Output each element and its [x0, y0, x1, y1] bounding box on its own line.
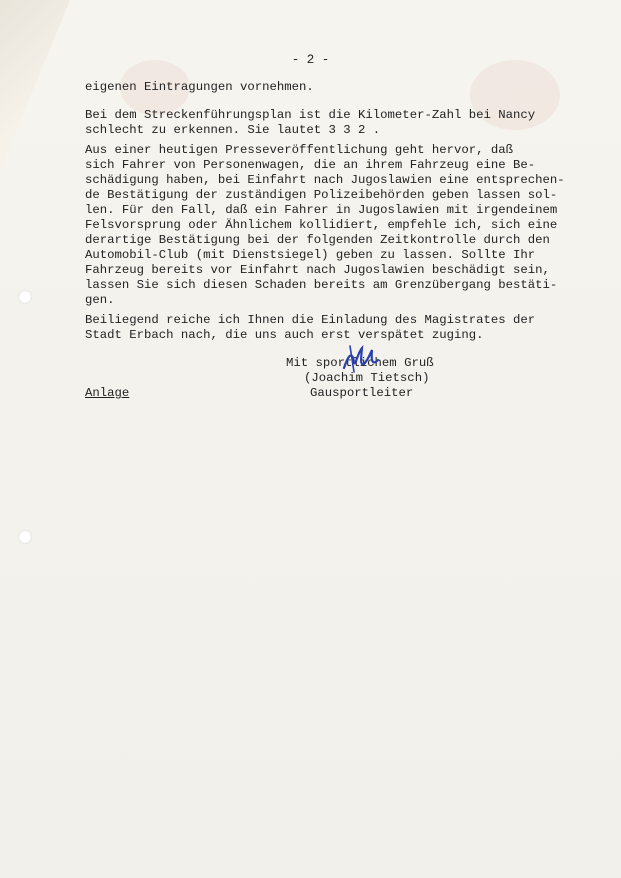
- text-line: Fahrzeug bereits vor Einfahrt nach Jugoslawien beschädigt sein,: [85, 263, 550, 277]
- text-line: Aus einer heutigen Presseveröffentlichung geht hervor, daß: [85, 143, 514, 157]
- text-line: schlecht zu erkennen. Sie lautet 3 3 2 .: [85, 123, 381, 137]
- page-number: - 2 -: [291, 53, 330, 67]
- punch-hole-top: [18, 290, 32, 304]
- text-line: Automobil-Club (mit Dienstsiegel) geben zu lassen. Sollte Ihr: [85, 248, 536, 262]
- text-line: Beiliegend reiche ich Ihnen die Einladung des Magistrates der: [85, 313, 536, 327]
- text-line: de Bestätigung der zuständigen Polizeibehörden geben lassen sol-: [85, 188, 558, 202]
- text-line: sich Fahrer von Personenwagen, die an ihrem Fahrzeug eine Be-: [85, 158, 536, 172]
- text-line: Bei dem Streckenführungsplan ist die Kilometer-Zahl bei Nancy: [85, 108, 536, 122]
- text-line: Stadt Erbach nach, die uns auch erst verspätet zuging.: [85, 328, 484, 342]
- closing-title: Gausportleiter: [310, 386, 414, 400]
- folded-corner: [0, 0, 70, 170]
- text-line: gen.: [85, 293, 115, 307]
- text-line: eigenen Eintragungen vornehmen.: [85, 80, 314, 94]
- text-line: Felsvorsprung oder Ähnlichem kollidiert, empfehle ich, sich eine: [85, 218, 558, 232]
- text-line: len. Für den Fall, daß ein Fahrer in Jugoslawien mit irgendeinem: [85, 203, 558, 217]
- closing-greeting: Mit sportlichem Gruß: [286, 356, 434, 370]
- closing-name: (Joachim Tietsch): [304, 371, 430, 385]
- text-line: derartige Bestätigung bei der folgenden Zeitkontrolle durch den: [85, 233, 550, 247]
- text-line: lassen Sie sich diesen Schaden bereits am Grenzübergang bestäti-: [85, 278, 558, 292]
- text-line: schädigung haben, bei Einfahrt nach Jugoslawien eine entsprechen-: [85, 173, 565, 187]
- punch-hole-bottom: [18, 530, 32, 544]
- attachment-label: Anlage: [85, 386, 130, 400]
